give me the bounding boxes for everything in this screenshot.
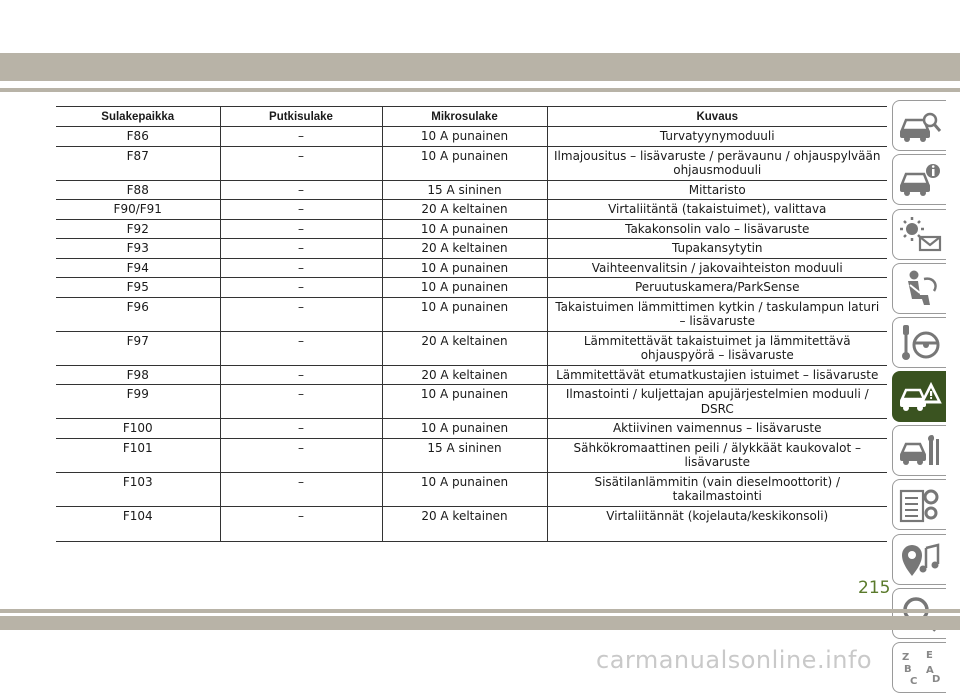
tab-car-info[interactable] bbox=[892, 154, 946, 205]
cell-micro: 20 A keltainen bbox=[382, 506, 547, 541]
cell-desc: Ilmastointi / kuljettajan apujärjestelmien moduuli / DSRC bbox=[547, 385, 887, 419]
cell-tube: – bbox=[220, 472, 382, 506]
cell-slot: F92 bbox=[56, 219, 220, 239]
cell-slot: F97 bbox=[56, 331, 220, 365]
tab-index-search[interactable] bbox=[892, 588, 946, 639]
cell-micro: 10 A punainen bbox=[382, 127, 547, 147]
svg-text:Z: Z bbox=[901, 651, 909, 663]
cell-tube: – bbox=[220, 385, 382, 419]
header-tube-fuse: Putkisulake bbox=[220, 107, 382, 127]
cell-desc: Turvatyynymoduuli bbox=[547, 127, 887, 147]
svg-text:A: A bbox=[925, 664, 934, 676]
cell-desc: Aktiivinen vaimennus – lisävaruste bbox=[547, 419, 887, 439]
table-row bbox=[56, 419, 887, 439]
cell-slot: F98 bbox=[56, 365, 220, 385]
cell-slot: F100 bbox=[56, 419, 220, 439]
svg-text:D: D bbox=[931, 673, 940, 685]
cell-tube: – bbox=[220, 239, 382, 259]
multimedia-music-icon bbox=[898, 540, 942, 580]
bottom-decor-band bbox=[0, 616, 960, 630]
fuse-table bbox=[56, 106, 887, 542]
cell-tube: – bbox=[220, 278, 382, 298]
cell-desc: Sisätilanlämmitin (vain dieselmoottorit) / takailmastointi bbox=[547, 472, 887, 506]
cell-slot: F101 bbox=[56, 438, 220, 472]
table-header-row bbox=[56, 107, 887, 127]
car-service-wrench-icon bbox=[898, 431, 942, 471]
cell-desc: Virtaliitäntä (takaistuimet), valittava bbox=[547, 200, 887, 220]
cell-tube: – bbox=[220, 365, 382, 385]
table-row bbox=[56, 438, 887, 472]
cell-desc: Lämmitettävät takaistuimet ja lämmitettävä ohjauspyörä – lisävaruste bbox=[547, 331, 887, 365]
cell-micro: 20 A keltainen bbox=[382, 365, 547, 385]
alphabet-index-icon bbox=[898, 648, 942, 688]
cell-micro: 10 A punainen bbox=[382, 297, 547, 331]
cell-slot: F94 bbox=[56, 258, 220, 278]
cell-micro: 10 A punainen bbox=[382, 419, 547, 439]
cell-micro: 10 A punainen bbox=[382, 278, 547, 298]
cell-tube: – bbox=[220, 180, 382, 200]
cell-tube: – bbox=[220, 200, 382, 220]
cell-desc: Lämmitettävät etumatkustajien istuimet – lisävaruste bbox=[547, 365, 887, 385]
table-row bbox=[56, 180, 887, 200]
table-row bbox=[56, 258, 887, 278]
cell-desc: Takakonsolin valo – lisävaruste bbox=[547, 219, 887, 239]
header-description: Kuvaus bbox=[547, 107, 887, 127]
cell-tube: – bbox=[220, 127, 382, 147]
svg-text:E: E bbox=[925, 649, 933, 661]
cell-tube: – bbox=[220, 258, 382, 278]
cell-tube: – bbox=[220, 146, 382, 180]
cell-micro: 10 A punainen bbox=[382, 219, 547, 239]
tab-seat-safety[interactable] bbox=[892, 263, 946, 314]
cell-tube: – bbox=[220, 297, 382, 331]
cell-micro: 10 A punainen bbox=[382, 385, 547, 419]
cell-micro: 10 A punainen bbox=[382, 146, 547, 180]
cell-desc: Virtaliitännät (kojelauta/keskikonsoli) bbox=[547, 506, 887, 541]
top-decor-line bbox=[0, 88, 960, 92]
table-row bbox=[56, 385, 887, 419]
cell-micro: 20 A keltainen bbox=[382, 239, 547, 259]
cell-micro: 20 A keltainen bbox=[382, 331, 547, 365]
warning-light-message-icon bbox=[898, 215, 942, 255]
cell-slot: F95 bbox=[56, 278, 220, 298]
top-decor-band bbox=[0, 53, 960, 81]
bottom-decor-line bbox=[0, 609, 960, 613]
table-row bbox=[56, 506, 887, 541]
tab-warning-lights[interactable] bbox=[892, 209, 946, 260]
tab-alphabet-index[interactable] bbox=[892, 642, 946, 693]
table-row bbox=[56, 331, 887, 365]
header-fuse-slot: Sulakepaikka bbox=[56, 107, 220, 127]
cell-desc: Peruutuskamera/ParkSense bbox=[547, 278, 887, 298]
cell-slot: F87 bbox=[56, 146, 220, 180]
specifications-gears-icon bbox=[898, 485, 942, 525]
cell-desc: Mittaristo bbox=[547, 180, 887, 200]
cell-micro: 15 A sininen bbox=[382, 438, 547, 472]
svg-text:C: C bbox=[909, 675, 917, 687]
table-row bbox=[56, 239, 887, 259]
cell-desc: Sähkökromaattinen peili / älykkäät kaukovalot – lisävaruste bbox=[547, 438, 887, 472]
table-row bbox=[56, 127, 887, 147]
table-row bbox=[56, 472, 887, 506]
cell-slot: F93 bbox=[56, 239, 220, 259]
cell-slot: F90/F91 bbox=[56, 200, 220, 220]
car-search-icon bbox=[898, 106, 942, 146]
cell-micro: 20 A keltainen bbox=[382, 200, 547, 220]
cell-micro: 10 A punainen bbox=[382, 472, 547, 506]
cell-tube: – bbox=[220, 438, 382, 472]
cell-micro: 15 A sininen bbox=[382, 180, 547, 200]
cell-desc: Vaihteenvalitsin / jakovaihteiston moduuli bbox=[547, 258, 887, 278]
cell-tube: – bbox=[220, 331, 382, 365]
tab-emergency[interactable] bbox=[892, 371, 946, 422]
seat-airbag-icon bbox=[898, 269, 942, 309]
cell-slot: F96 bbox=[56, 297, 220, 331]
tab-specifications[interactable] bbox=[892, 479, 946, 530]
cell-tube: – bbox=[220, 506, 382, 541]
header-micro-fuse: Mikrosulake bbox=[382, 107, 547, 127]
cell-desc: Takaistuimen lämmittimen kytkin / taskulampun laturi – lisävaruste bbox=[547, 297, 887, 331]
table-row bbox=[56, 297, 887, 331]
car-hazard-icon bbox=[898, 377, 942, 417]
watermark: carmanualsonline.info bbox=[596, 646, 873, 674]
table-row bbox=[56, 200, 887, 220]
cell-slot: F104 bbox=[56, 506, 220, 541]
svg-text:B: B bbox=[903, 663, 912, 675]
car-info-icon bbox=[898, 160, 942, 200]
key-steering-wheel-icon bbox=[898, 323, 942, 363]
tab-car-search[interactable] bbox=[892, 100, 946, 151]
cell-desc: Tupakansytytin bbox=[547, 239, 887, 259]
cell-micro: 10 A punainen bbox=[382, 258, 547, 278]
tab-servicing[interactable] bbox=[892, 425, 946, 476]
cell-desc: Ilmajousitus – lisävaruste / perävaunu / ohjauspylvään ohjausmoduuli bbox=[547, 146, 887, 180]
table-row bbox=[56, 278, 887, 298]
cell-slot: F88 bbox=[56, 180, 220, 200]
cell-slot: F99 bbox=[56, 385, 220, 419]
table-row bbox=[56, 146, 887, 180]
tab-key-start[interactable] bbox=[892, 317, 946, 368]
page-number: 215 bbox=[858, 578, 891, 598]
cell-tube: – bbox=[220, 419, 382, 439]
table-row bbox=[56, 365, 887, 385]
cell-slot: F86 bbox=[56, 127, 220, 147]
cell-slot: F103 bbox=[56, 472, 220, 506]
tab-multimedia[interactable] bbox=[892, 534, 946, 585]
cell-tube: – bbox=[220, 219, 382, 239]
table-row bbox=[56, 219, 887, 239]
